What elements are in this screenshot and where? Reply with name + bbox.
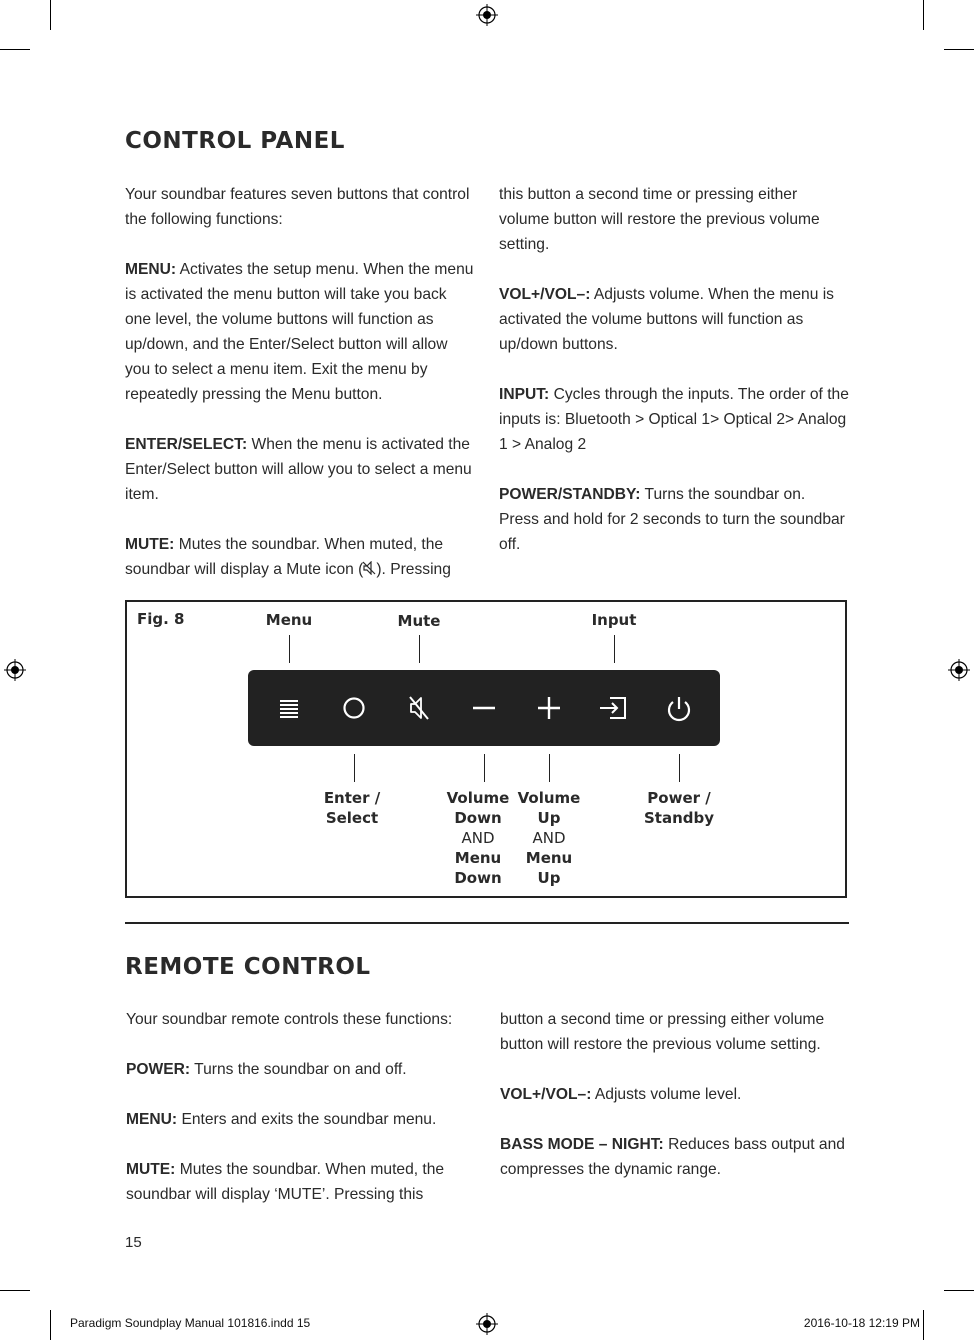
- control-item-mute: MUTE: Mutes the soundbar. When muted, the soundbar will display a Mute icon ( ). Pressing: [125, 536, 451, 578]
- label-enter-select: Enter / Select: [323, 789, 381, 827]
- volume-up-button[interactable]: [529, 688, 569, 728]
- figure-label: Fig. 8: [137, 610, 185, 628]
- control-item-input: INPUT: Cycles through the inputs. The order of the inputs is: Bluetooth > Optical 1> Optical 2> Analog 1 > Analog 2: [499, 386, 849, 453]
- mute-button[interactable]: [399, 688, 439, 728]
- remote-column-right: [500, 1007, 850, 1207]
- section-divider: [125, 922, 849, 924]
- control-item-vol: VOL+/VOL–: Adjusts volume. When the menu is activated the volume buttons will function as up/down buttons.: [499, 286, 834, 353]
- label-power-standby: Power / Standby: [643, 789, 715, 827]
- plus-icon: [529, 688, 569, 728]
- label-mute: Mute: [397, 612, 441, 630]
- leader-line-volup: [549, 754, 550, 782]
- control-panel-intro: Your soundbar features seven buttons that control the following functions:: [125, 186, 470, 228]
- control-panel-column-left: [125, 182, 475, 607]
- section-title-control-panel: CONTROL PANEL: [125, 128, 345, 154]
- mute-icon: [399, 688, 439, 728]
- leader-line-enter: [354, 754, 355, 782]
- crop-mark: [0, 1290, 30, 1291]
- leader-line-input: [614, 635, 615, 663]
- slug-date: 2016-10-18 12:19 PM: [803, 1316, 920, 1330]
- crop-mark: [50, 1310, 51, 1340]
- volume-down-button[interactable]: [464, 688, 504, 728]
- control-item-menu: MENU: Activates the setup menu. When the menu is activated the menu button will take you back one level, the volume buttons will function as up/down, and the Enter/Select button will allow you to select a menu item. Exit the menu by repeatedly pressing the Menu button.: [125, 261, 474, 403]
- crop-mark: [923, 1310, 924, 1340]
- input-icon: [594, 688, 634, 728]
- leader-line-menu: [289, 635, 290, 663]
- registration-mark-icon: [948, 659, 970, 681]
- leader-line-mute: [419, 635, 420, 663]
- power-button[interactable]: [659, 688, 699, 728]
- label-volume-up: Volume Up AND Menu Up: [517, 789, 581, 887]
- remote-item-menu: MENU: Enters and exits the soundbar menu.: [126, 1111, 437, 1128]
- slug-file: Paradigm Soundplay Manual 101816.indd 15: [70, 1316, 311, 1330]
- menu-icon: [269, 688, 309, 728]
- page-number: 15: [125, 1234, 142, 1251]
- control-item-mute-continued: this button a second time or pressing either volume button will restore the previous volume setting.: [499, 186, 820, 253]
- remote-column-left: [126, 1007, 476, 1232]
- label-volume-down: Volume Down AND Menu Down: [446, 789, 510, 887]
- menu-button[interactable]: [269, 688, 309, 728]
- mute-icon: [363, 561, 376, 575]
- label-input: Input: [591, 611, 637, 629]
- crop-mark: [0, 49, 30, 50]
- registration-mark-icon: [476, 4, 498, 26]
- circle-icon: [334, 688, 374, 728]
- enter-select-button[interactable]: [334, 688, 374, 728]
- remote-item-power: POWER: Turns the soundbar on and off.: [126, 1061, 407, 1078]
- control-item-enter-select: ENTER/SELECT: When the menu is activated the Enter/Select button will allow you to select a menu item.: [125, 436, 472, 503]
- control-panel-column-right: [499, 182, 849, 582]
- control-item-power-standby: POWER/STANDBY: Turns the soundbar on. Press and hold for 2 seconds to turn the soundbar off.: [499, 486, 845, 553]
- input-button[interactable]: [594, 688, 634, 728]
- label-menu: Menu: [265, 611, 313, 629]
- leader-line-power: [679, 754, 680, 782]
- remote-intro: Your soundbar remote controls these functions:: [126, 1011, 453, 1028]
- section-title-remote-control: REMOTE CONTROL: [125, 954, 371, 980]
- crop-mark: [923, 0, 924, 30]
- remote-item-vol: VOL+/VOL–: Adjusts volume level.: [500, 1086, 742, 1103]
- remote-item-bass-mode: BASS MODE – NIGHT: Reduces bass output and compresses the dynamic range.: [500, 1136, 845, 1178]
- minus-icon: [464, 688, 504, 728]
- crop-mark: [50, 0, 51, 30]
- crop-mark: [944, 49, 974, 50]
- crop-mark: [944, 1290, 974, 1291]
- registration-mark-icon: [4, 659, 26, 681]
- registration-mark-icon: [476, 1313, 498, 1335]
- power-icon: [659, 688, 699, 728]
- remote-item-mute: MUTE: Mutes the soundbar. When muted, the soundbar will display ‘MUTE’. Pressing this: [126, 1161, 445, 1203]
- leader-line-voldown: [484, 754, 485, 782]
- remote-item-mute-continued: button a second time or pressing either volume button will restore the previous volume setting.: [500, 1011, 825, 1053]
